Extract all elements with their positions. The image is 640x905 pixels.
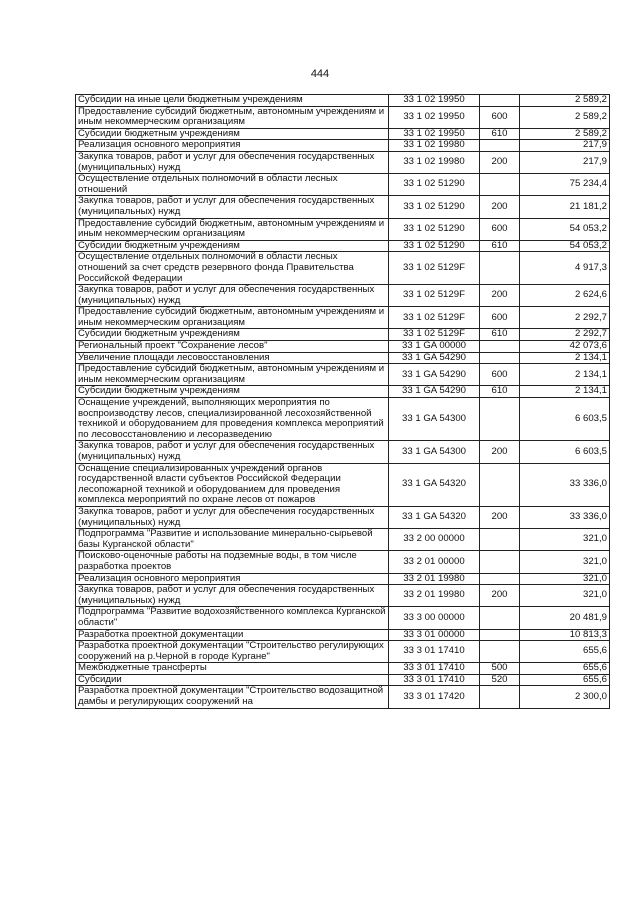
row-type — [480, 174, 520, 196]
row-name: Увеличение площади лесовосстановления — [76, 352, 389, 364]
row-code: 33 1 02 19950 — [389, 106, 480, 128]
row-amount: 655,6 — [520, 663, 610, 675]
row-type: 200 — [480, 506, 520, 528]
row-amount: 21 181,2 — [520, 196, 610, 218]
table-row — [76, 140, 610, 152]
row-name: Субсидии бюджетным учреждениям — [76, 128, 389, 140]
row-code: 33 2 01 19980 — [389, 573, 480, 585]
row-name: Поисково-оценочные работы на подземные воды, в том числе разработка проектов — [76, 551, 389, 573]
row-type: 200 — [480, 151, 520, 173]
row-name: Предоставление субсидий бюджетным, автономным учреждениям и иным некоммерческим организациям — [76, 106, 389, 128]
row-amount: 2 134,1 — [520, 352, 610, 364]
table-row — [76, 352, 610, 364]
row-amount: 321,0 — [520, 573, 610, 585]
row-amount: 2 292,7 — [520, 329, 610, 341]
table-row — [76, 585, 610, 607]
row-name: Оснащение учреждений, выполняющих мероприятия по воспроизводству лесов, специализированной лесохозяйственной техникой и оборудованием для проведения комплекса мероприятий по лесовосстановлению и лесоразведению — [76, 398, 389, 441]
row-code: 33 1 GA 54320 — [389, 506, 480, 528]
row-type: 200 — [480, 285, 520, 307]
table-row — [76, 686, 610, 708]
row-name: Закупка товаров, работ и услуг для обеспечения государственных (муниципальных) нужд — [76, 441, 389, 463]
table-row — [76, 463, 610, 506]
row-name: Региональный проект "Сохранение лесов" — [76, 341, 389, 353]
row-code: 33 3 01 17410 — [389, 674, 480, 686]
row-amount: 2 589,2 — [520, 106, 610, 128]
row-amount: 2 300,0 — [520, 686, 610, 708]
row-type: 610 — [480, 240, 520, 252]
row-name: Закупка товаров, работ и услуг для обеспечения государственных (муниципальных) нужд — [76, 196, 389, 218]
row-code: 33 1 02 5129F — [389, 329, 480, 341]
row-amount: 6 603,5 — [520, 398, 610, 441]
row-name: Подпрограмма "Развитие водохозяйственного комплекса Курганской области" — [76, 607, 389, 629]
row-amount: 33 336,0 — [520, 463, 610, 506]
row-type: 610 — [480, 329, 520, 341]
row-type — [480, 463, 520, 506]
row-type: 200 — [480, 441, 520, 463]
row-name: Оснащение специализированных учреждений органов государственной власти субъектов Российской Федерации лесопожарной техникой и оборудованием для проведения комплекса мероприятий по охране лесов от пожаров — [76, 463, 389, 506]
table-row — [76, 196, 610, 218]
row-type — [480, 341, 520, 353]
row-code: 33 1 GA 54300 — [389, 441, 480, 463]
row-amount: 321,0 — [520, 551, 610, 573]
row-name: Закупка товаров, работ и услуг для обеспечения государственных (муниципальных) нужд — [76, 151, 389, 173]
row-type — [480, 629, 520, 641]
row-code: 33 1 02 51290 — [389, 174, 480, 196]
row-name: Субсидии бюджетным учреждениям — [76, 386, 389, 398]
row-code: 33 2 01 00000 — [389, 551, 480, 573]
row-name: Предоставление субсидий бюджетным, автономным учреждениям и иным некоммерческим организациям — [76, 307, 389, 329]
table-row — [76, 174, 610, 196]
row-code: 33 1 02 51290 — [389, 196, 480, 218]
table-row — [76, 663, 610, 675]
row-amount: 655,6 — [520, 674, 610, 686]
row-code: 33 3 00 00000 — [389, 607, 480, 629]
row-name: Разработка проектной документации "Строительство регулирующих сооружений на р.Черной в городе Кургане" — [76, 641, 389, 663]
row-type: 600 — [480, 364, 520, 386]
row-code: 33 1 GA 54290 — [389, 386, 480, 398]
row-amount: 217,9 — [520, 151, 610, 173]
row-code: 33 1 02 51290 — [389, 218, 480, 240]
table-row — [76, 386, 610, 398]
row-type — [480, 641, 520, 663]
row-name: Закупка товаров, работ и услуг для обеспечения государственных (муниципальных) нужд — [76, 506, 389, 528]
row-amount: 2 589,2 — [520, 128, 610, 140]
table-row — [76, 252, 610, 285]
table-row — [76, 674, 610, 686]
row-code: 33 1 02 19950 — [389, 128, 480, 140]
row-type: 600 — [480, 106, 520, 128]
row-type: 600 — [480, 307, 520, 329]
row-amount: 2 589,2 — [520, 95, 610, 107]
row-name: Межбюджетные трансферты — [76, 663, 389, 675]
row-code: 33 1 02 19950 — [389, 95, 480, 107]
row-code: 33 3 01 17420 — [389, 686, 480, 708]
row-amount: 217,9 — [520, 140, 610, 152]
row-type: 200 — [480, 196, 520, 218]
row-amount: 42 073,6 — [520, 341, 610, 353]
row-name: Реализация основного мероприятия — [76, 573, 389, 585]
table-row — [76, 151, 610, 173]
table-row — [76, 218, 610, 240]
budget-table-body — [76, 95, 610, 709]
row-type — [480, 551, 520, 573]
row-name: Подпрограмма "Развитие и использование минерально-сырьевой базы Курганской области" — [76, 529, 389, 551]
page-number: 444 — [310, 68, 330, 80]
budget-table — [75, 94, 610, 709]
row-amount: 321,0 — [520, 585, 610, 607]
row-amount: 54 053,2 — [520, 240, 610, 252]
row-code: 33 1 GA 54300 — [389, 398, 480, 441]
table-row — [76, 329, 610, 341]
row-code: 33 1 02 19980 — [389, 140, 480, 152]
row-code: 33 3 01 17410 — [389, 641, 480, 663]
row-code: 33 2 00 00000 — [389, 529, 480, 551]
row-name: Субсидии бюджетным учреждениям — [76, 240, 389, 252]
row-amount: 6 603,5 — [520, 441, 610, 463]
row-type — [480, 95, 520, 107]
table-row — [76, 240, 610, 252]
table-row — [76, 95, 610, 107]
table-row — [76, 529, 610, 551]
row-amount: 33 336,0 — [520, 506, 610, 528]
table-row — [76, 506, 610, 528]
row-amount: 321,0 — [520, 529, 610, 551]
table-row — [76, 307, 610, 329]
table-row — [76, 398, 610, 441]
table-row — [76, 106, 610, 128]
row-code: 33 1 GA 00000 — [389, 341, 480, 353]
row-amount: 75 234,4 — [520, 174, 610, 196]
row-name: Закупка товаров, работ и услуг для обеспечения государственных (муниципальных) нужд — [76, 285, 389, 307]
row-amount: 2 134,1 — [520, 386, 610, 398]
row-code: 33 3 01 00000 — [389, 629, 480, 641]
table-row — [76, 607, 610, 629]
row-name: Предоставление субсидий бюджетным, автономным учреждениям и иным некоммерческим организациям — [76, 218, 389, 240]
row-name: Разработка проектной документации "Строительство водозащитной дамбы и регулирующих сооружений на — [76, 686, 389, 708]
row-name: Субсидии на иные цели бюджетным учреждениям — [76, 95, 389, 107]
row-type: 610 — [480, 386, 520, 398]
row-type — [480, 140, 520, 152]
table-row — [76, 285, 610, 307]
row-code: 33 1 02 19980 — [389, 151, 480, 173]
row-type: 600 — [480, 218, 520, 240]
row-name: Предоставление субсидий бюджетным, автономным учреждениям и иным некоммерческим организациям — [76, 364, 389, 386]
row-amount: 10 813,3 — [520, 629, 610, 641]
row-code: 33 3 01 17410 — [389, 663, 480, 675]
table-row — [76, 341, 610, 353]
row-type — [480, 352, 520, 364]
row-amount: 2 292,7 — [520, 307, 610, 329]
row-type — [480, 252, 520, 285]
row-amount: 2 624,6 — [520, 285, 610, 307]
row-code: 33 1 02 5129F — [389, 285, 480, 307]
row-amount: 54 053,2 — [520, 218, 610, 240]
row-type — [480, 607, 520, 629]
row-name: Реализация основного мероприятия — [76, 140, 389, 152]
row-code: 33 1 02 51290 — [389, 240, 480, 252]
row-name: Разработка проектной документации — [76, 629, 389, 641]
row-type: 500 — [480, 663, 520, 675]
row-code: 33 2 01 19980 — [389, 585, 480, 607]
row-code: 33 1 GA 54290 — [389, 352, 480, 364]
row-name: Осуществление отдельных полномочий в области лесных отношений — [76, 174, 389, 196]
row-amount: 2 134,1 — [520, 364, 610, 386]
row-type: 520 — [480, 674, 520, 686]
row-type — [480, 573, 520, 585]
table-row — [76, 364, 610, 386]
row-name: Субсидии — [76, 674, 389, 686]
table-row — [76, 551, 610, 573]
table-row — [76, 128, 610, 140]
row-amount: 655,6 — [520, 641, 610, 663]
row-type — [480, 398, 520, 441]
row-code: 33 1 02 5129F — [389, 307, 480, 329]
row-type: 200 — [480, 585, 520, 607]
row-code: 33 1 GA 54290 — [389, 364, 480, 386]
row-type: 610 — [480, 128, 520, 140]
table-row — [76, 441, 610, 463]
row-type — [480, 686, 520, 708]
row-type — [480, 529, 520, 551]
row-name: Осуществление отдельных полномочий в области лесных отношений за счет средств резервного фонда Правительства Российской Федерации — [76, 252, 389, 285]
row-code: 33 1 02 5129F — [389, 252, 480, 285]
row-name: Закупка товаров, работ и услуг для обеспечения государственных (муниципальных) нужд — [76, 585, 389, 607]
row-name: Субсидии бюджетным учреждениям — [76, 329, 389, 341]
row-amount: 4 917,3 — [520, 252, 610, 285]
table-row — [76, 629, 610, 641]
table-row — [76, 641, 610, 663]
row-amount: 20 481,9 — [520, 607, 610, 629]
row-code: 33 1 GA 54320 — [389, 463, 480, 506]
table-row — [76, 573, 610, 585]
